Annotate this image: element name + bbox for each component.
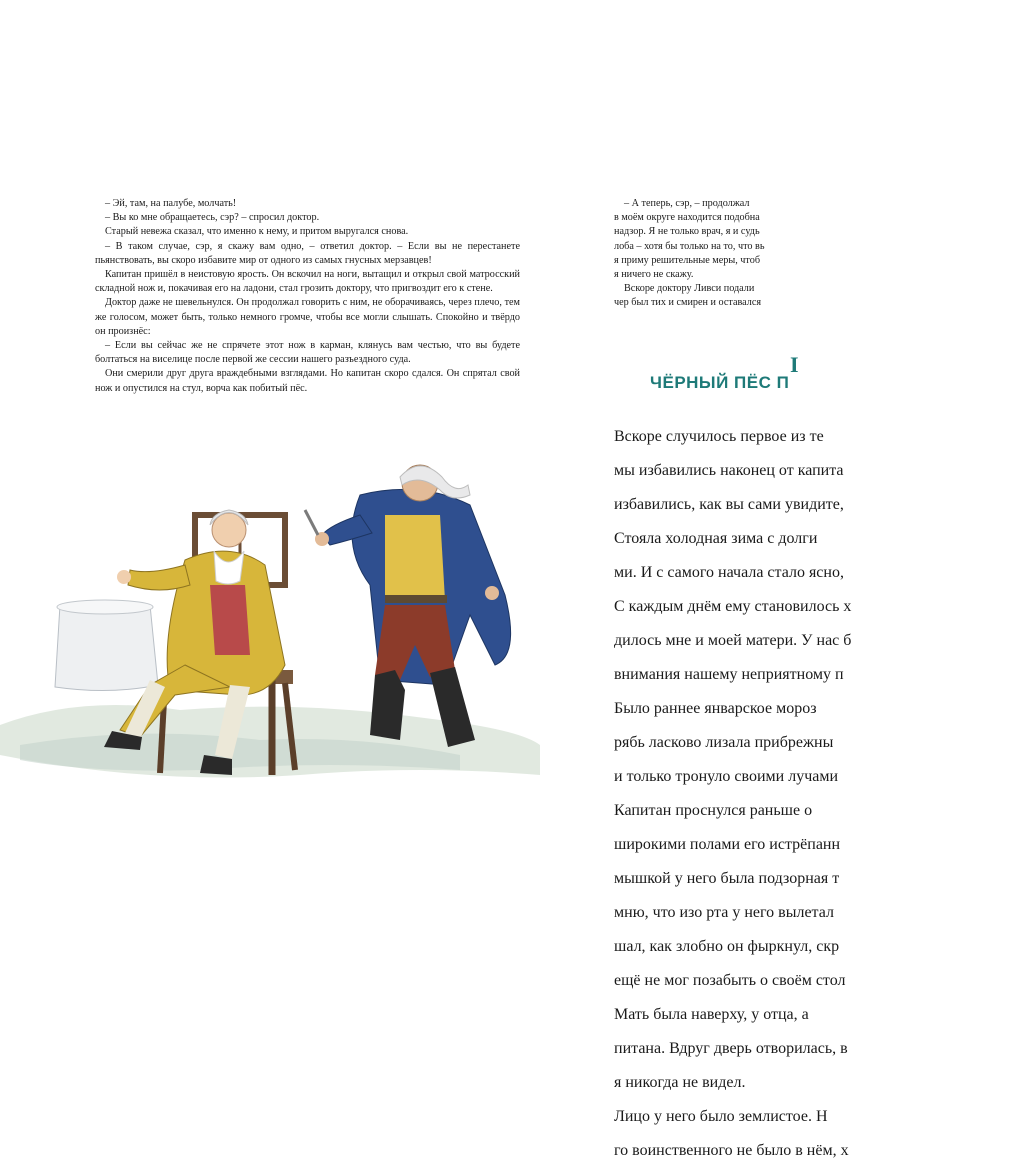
paragraph: Они смерили друг друга враждебными взглядами. Но капитан скоро сдался. Он спрятал свой нож и опустился на стул, ворча как побитый пёс.: [95, 368, 520, 394]
chapter-title: ЧЁРНЫЙ ПЁС П: [650, 373, 790, 392]
text-line: Лицо у него было землистое. Н: [614, 1108, 828, 1125]
text-line: надзор. Я не только врач, я и судь: [614, 226, 760, 238]
text-line: Стояла холодная зима с долги: [614, 530, 818, 547]
text-line: Было раннее январское мороз: [614, 700, 817, 717]
paragraph: Доктор даже не шевельнулся. Он продолжал говорить с ним, не оборачиваясь, через плечо, тем же голосом, может быть, только немного громче, чтобы все могли слышать. Спокойно и твёрдо он произнёс:: [95, 297, 520, 337]
text-line: мы избавились наконец от капита: [614, 462, 844, 479]
paragraph: Капитан пришёл в неистовую ярость. Он вскочил на ноги, вытащил и открыл свой матросский складной нож и, покачивая его на ладони, стал грозить доктору, что пригвоздит его к стене.: [95, 269, 520, 295]
text-line: я приму решительные меры, чтоб: [614, 254, 761, 266]
doctor-and-captain-illustration: [0, 455, 540, 815]
text-line: шал, как злобно он фыркнул, скр: [614, 938, 840, 955]
text-line: я никогда не видел.: [614, 1074, 746, 1091]
text-line: Мать была наверху, у отца, а: [614, 1006, 809, 1023]
paragraph: – Если вы сейчас же не спрячете этот нож в карман, клянусь вам честью, что вы будете болтаться на виселице после первой же сессии нашего разъездного суда.: [95, 340, 520, 366]
text-line: мню, что изо рта у него вылетал: [614, 904, 834, 921]
paragraph: – В таком случае, сэр, я скажу вам одно, – ответил доктор. – Если вы не перестанете пьянствовать, вы скоро избавите мир от одного из самых гнусных мерзавцев!: [95, 240, 520, 266]
right-page-body-text: [614, 412, 852, 1176]
paragraph: – Эй, там, на палубе, молчать!: [105, 198, 237, 209]
text-line: избавились, как вы сами увидите,: [614, 496, 844, 513]
paragraph: Старый невежа сказал, что именно к нему, и притом выругался снова.: [105, 226, 409, 238]
chapter-number: I: [790, 352, 799, 377]
left-page-text: [95, 197, 520, 396]
text-line: лоба – хотя бы только на то, что вь: [614, 240, 765, 252]
corner-mark: [2, 1066, 5, 1077]
illustration: [0, 455, 540, 820]
text-line: и только тронуло своими лучами: [614, 768, 839, 785]
text-line: – А теперь, сэр, – продолжал: [624, 198, 750, 209]
text-line: дилось мне и моей матери. У нас б: [614, 632, 852, 649]
text-line: Вскоре доктору Ливси подали: [624, 283, 755, 295]
text-line: го воинственного не было в нём, х: [614, 1142, 849, 1159]
text-line: Вскоре случилось первое из те: [614, 428, 824, 445]
text-line: рябь ласково лизала прибрежны: [614, 734, 834, 751]
text-line: мышкой у него была подзорная т: [614, 870, 840, 887]
text-line: ми. И с самого начала стало ясно,: [614, 564, 844, 581]
paragraph: – Вы ко мне обращаетесь, сэр? – спросил доктор.: [105, 212, 320, 224]
text-line: Капитан проснулся раньше о: [614, 802, 813, 819]
text-line: чер был тих и смирен и оставался: [614, 297, 762, 309]
text-line: широкими полами его истрёпанн: [614, 836, 841, 853]
text-line: внимания нашему неприятному п: [614, 666, 844, 683]
text-line: С каждым днём ему становилось х: [614, 598, 852, 615]
text-line: в моём округе находится подобна: [614, 212, 760, 224]
text-line: я ничего не скажу.: [614, 269, 694, 281]
right-page-top-text: [614, 197, 810, 311]
text-line: ещё не мог позабыть о своём стол: [614, 972, 846, 989]
text-line: питана. Вдруг дверь отворилась, в: [614, 1040, 848, 1057]
